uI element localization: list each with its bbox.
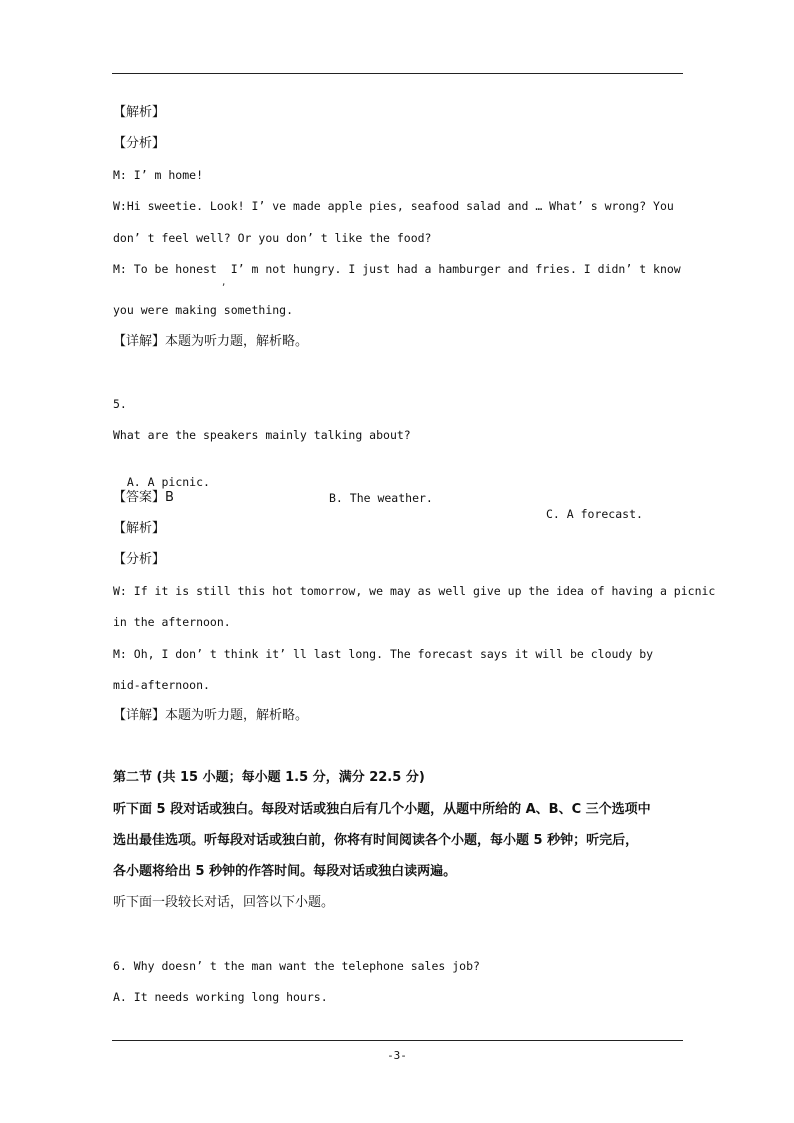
transcript-line: M: Oh, I don’ t think it’ ll last long. The forecast says it will be cloudy by: [113, 647, 654, 661]
transcript-line: mid-afternoon.: [113, 678, 210, 692]
section-instructions: 听下面 5 段对话或独白。每段对话或独白后有几个小题，从题中所给的 A、B、C 三个选项中: [113, 802, 651, 817]
question-text: What are the speakers mainly talking about?: [113, 428, 411, 442]
question-text: 6. Why doesn’ t the man want the telephone sales job?: [113, 959, 480, 973]
option-a: A. A picnic.: [126, 475, 210, 489]
option-c: C. A forecast.: [546, 507, 643, 521]
detail-note: 【详解】本题为听力题，解析略。: [113, 334, 309, 349]
options-row: [113, 458, 673, 522]
transcript-line: M: To be honest I’ m not hungry. I just had a hamburger and fries. I didn’ t know: [113, 262, 681, 276]
footer-rule: [112, 1040, 683, 1041]
transcript-line: don’ t feel well? Or you don’ t like the food?: [113, 231, 432, 245]
question-number: 5.: [113, 397, 127, 411]
transcript-line: W: If it is still this hot tomorrow, we may as well give up the idea of having a picnic: [113, 584, 716, 598]
page-number: -3-: [387, 1049, 407, 1062]
transcript-line: M: I’ m home!: [113, 168, 204, 182]
option-b: B. The weather.: [329, 491, 433, 505]
section-instructions: 各小题将给出 5 秒钟的作答时间。每段对话或独白读两遍。: [113, 864, 457, 879]
answer-tag: 【答案】B: [113, 490, 174, 505]
option-a: A. It needs working long hours.: [113, 990, 328, 1004]
analysis-sub-tag: 【分析】: [113, 136, 166, 151]
dialogue-intro: 听下面一段较长对话，回答以下小题。: [113, 895, 335, 910]
stray-comma: ,: [221, 278, 227, 288]
analysis-sub-tag: 【分析】: [113, 552, 166, 567]
transcript-line: in the afternoon.: [113, 615, 231, 629]
transcript-line: W:Hi sweetie. Look! I’ ve made apple pies, seafood salad and … What’ s wrong? You: [113, 199, 674, 213]
header-rule: [112, 73, 683, 74]
analysis-tag: 【解析】: [113, 521, 166, 536]
detail-note: 【详解】本题为听力题，解析略。: [113, 708, 309, 723]
section-heading: 第二节 (共 15 小题；每小题 1.5 分，满分 22.5 分): [113, 770, 425, 785]
analysis-tag: 【解析】: [113, 105, 166, 120]
transcript-line: you were making something.: [113, 303, 294, 317]
section-instructions: 选出最佳选项。听每段对话或独白前，你将有时间阅读各个小题，每小题 5 秒钟；听完后，: [113, 833, 639, 848]
